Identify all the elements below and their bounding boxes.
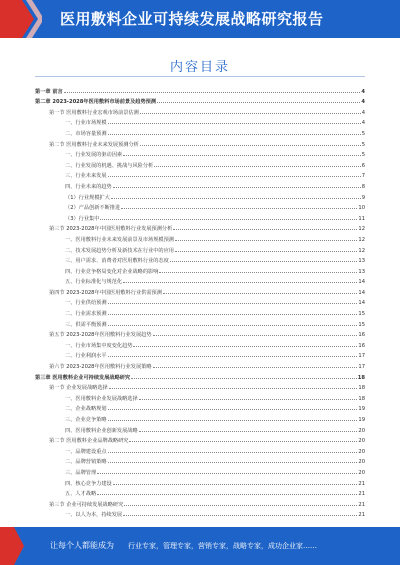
toc-subsection-entry[interactable] bbox=[35, 232, 365, 243]
toc-dot-leader bbox=[170, 261, 358, 262]
toc-subsection-entry[interactable] bbox=[35, 412, 365, 423]
toc-subsection-entry[interactable] bbox=[35, 243, 365, 254]
toc-page-number: 18 bbox=[358, 395, 365, 402]
toc-entry-text: 三、品牌管理 bbox=[65, 469, 97, 476]
toc-entry-text: 四、医用敷料企业创新发展战略 bbox=[65, 427, 138, 434]
toc-page-number: 5 bbox=[361, 141, 365, 148]
toc-entry-text: （3）行业集中 bbox=[65, 215, 100, 222]
toc-dot-leader bbox=[159, 272, 357, 273]
toc-dot-leader bbox=[153, 335, 358, 336]
toc-divider bbox=[35, 76, 365, 77]
toc-dot-leader bbox=[131, 378, 357, 379]
toc-entry-text: 第一节 医用敷料行业宏观市场前景估测 bbox=[49, 109, 139, 116]
toc-page-number: 20 bbox=[358, 448, 365, 455]
toc-subsection-entry[interactable] bbox=[35, 116, 365, 127]
toc-dot-leader bbox=[111, 198, 361, 199]
toc-subsection-entry[interactable] bbox=[35, 487, 365, 498]
toc-dot-leader bbox=[108, 325, 358, 326]
toc-page-number: 9 bbox=[361, 194, 365, 201]
toc-dot-leader bbox=[129, 441, 357, 442]
toc-page-number: 4 bbox=[361, 88, 365, 95]
toc-dot-leader bbox=[123, 155, 361, 156]
toc-dot-leader bbox=[163, 293, 357, 294]
toc-page-number: 19 bbox=[358, 417, 365, 423]
toc-entry-text: （1）行业规模扩大 bbox=[65, 194, 110, 201]
toc-entry-text: 二、品牌营销策略 bbox=[65, 459, 107, 466]
toc-page-number: 10 bbox=[358, 205, 365, 212]
toc-entry-text: 二、技术发展趋势分析及新技术在行业中的应用 bbox=[65, 247, 174, 254]
toc-subsection-entry[interactable] bbox=[35, 338, 365, 349]
toc-subsection-entry[interactable] bbox=[35, 455, 365, 466]
toc-page-number: 17 bbox=[358, 364, 365, 371]
footer-tagline: 行业专家，管理专家，营销专家，战略专家，成功企业家…… bbox=[128, 542, 317, 550]
table-of-contents bbox=[35, 84, 365, 518]
toc-dot-leader bbox=[100, 219, 357, 220]
toc-chapter-entry[interactable] bbox=[35, 84, 365, 95]
toc-page-number: 18 bbox=[358, 385, 365, 392]
toc-entry-text: 三、企业竞争策略 bbox=[65, 417, 107, 423]
toc-dot-leader bbox=[108, 176, 361, 177]
toc-page-number: 14 bbox=[358, 289, 365, 296]
toc-entry-text: 一、行业市场规模 bbox=[65, 120, 107, 127]
toc-page-number: 20 bbox=[358, 438, 365, 445]
toc-page-number: 17 bbox=[358, 353, 365, 360]
toc-entry-text: 第三节 企业可持续发展战略研究 bbox=[49, 501, 124, 508]
toc-page-number: 4 bbox=[361, 120, 365, 127]
toc-entry-text: 第三章 医用敷料企业可持续发展战略研究 bbox=[35, 374, 131, 381]
toc-dot-leader bbox=[124, 505, 357, 506]
toc-page-number: 13 bbox=[358, 268, 365, 275]
toc-section-entry[interactable] bbox=[35, 381, 365, 392]
toc-section-entry[interactable] bbox=[35, 222, 365, 233]
toc-subsection-entry[interactable] bbox=[35, 126, 365, 137]
toc-dot-leader bbox=[108, 409, 358, 410]
toc-dot-leader bbox=[108, 134, 361, 135]
toc-dot-leader bbox=[133, 346, 357, 347]
toc-page-number: 4 bbox=[361, 99, 365, 106]
toc-page-number: 8 bbox=[361, 183, 365, 190]
toc-dot-leader bbox=[113, 484, 358, 485]
toc-entry-text: 三、用户需求、消费者对医用敷料行业的态度 bbox=[65, 258, 169, 265]
toc-dot-leader bbox=[123, 282, 357, 283]
toc-dot-leader bbox=[108, 314, 358, 315]
toc-subsection-entry[interactable] bbox=[35, 444, 365, 455]
toc-entry-text: 第二节 医用敷料企业品牌战略研究 bbox=[49, 438, 129, 445]
toc-entry-text: 一、行业市场集中度变化趋势 bbox=[65, 342, 133, 349]
toc-page-number: 5 bbox=[361, 152, 365, 159]
toc-entry-text: 二、行业需求预测 bbox=[65, 311, 107, 318]
toc-entry-text: 二、行业利润水平 bbox=[65, 353, 107, 360]
toc-section-entry[interactable] bbox=[35, 285, 365, 296]
toc-chapter-entry[interactable] bbox=[35, 370, 365, 381]
report-footer-bar bbox=[0, 527, 400, 565]
toc-page-number: 20 bbox=[358, 469, 365, 476]
toc-page-number: 13 bbox=[358, 258, 365, 265]
toc-subsection-entry[interactable] bbox=[35, 476, 365, 487]
toc-dot-leader bbox=[108, 123, 361, 124]
toc-dot-leader bbox=[108, 356, 358, 357]
toc-dot-leader bbox=[175, 251, 357, 252]
toc-page-number: 21 bbox=[358, 501, 365, 508]
toc-dot-leader bbox=[139, 431, 358, 432]
toc-entry-text: 四、行业未来的趋势 bbox=[65, 183, 112, 190]
toc-section-entry[interactable] bbox=[35, 497, 365, 508]
toc-subsection-entry[interactable] bbox=[35, 254, 365, 265]
toc-entry-text: 第四节 2023-2028年中国医用敷料行业供需预测 bbox=[49, 289, 162, 296]
toc-dot-leader bbox=[108, 303, 358, 304]
toc-dot-leader bbox=[154, 166, 360, 167]
report-header-bar bbox=[0, 0, 400, 38]
toc-subsection-entry[interactable] bbox=[35, 306, 365, 317]
toc-subsection-entry[interactable] bbox=[35, 148, 365, 159]
toc-dot-leader bbox=[97, 494, 357, 495]
toc-dot-leader bbox=[139, 399, 358, 400]
toc-entry-text: 一、行业供给预测 bbox=[65, 300, 107, 307]
toc-entry-text: 二、市场容量预测 bbox=[65, 130, 107, 137]
toc-page-number: 21 bbox=[358, 480, 365, 487]
toc-entry-text: 一、以人为本，持续发展 bbox=[65, 512, 123, 519]
header-chevron-decoration bbox=[0, 0, 42, 38]
toc-subsection-entry[interactable] bbox=[35, 179, 365, 190]
toc-subsection-entry[interactable] bbox=[35, 465, 365, 476]
footer-slogan: 让每个人都能成为 bbox=[50, 541, 114, 550]
toc-page-number: 6 bbox=[361, 162, 365, 169]
toc-entry-text: 三、供需平衡预测 bbox=[65, 321, 107, 328]
toc-page-number: 14 bbox=[358, 300, 365, 307]
toc-page-number: 20 bbox=[358, 427, 365, 434]
toc-dot-leader bbox=[109, 388, 358, 389]
toc-page-number: 14 bbox=[358, 279, 365, 286]
toc-page-number: 16 bbox=[358, 342, 365, 349]
toc-section-entry[interactable] bbox=[35, 137, 365, 148]
toc-dot-leader bbox=[173, 229, 357, 230]
toc-entry-text: 四、核心竞争力建设 bbox=[65, 480, 112, 487]
toc-page-number: 15 bbox=[358, 311, 365, 318]
toc-entry-text: 第一章 前言 bbox=[35, 88, 63, 95]
toc-entry-text: 第六节 2023-2028年医用敷料行业发展策略 bbox=[49, 364, 152, 371]
toc-entry-text: （2）产品创新不断推进 bbox=[65, 205, 121, 212]
toc-subsection-entry[interactable] bbox=[35, 169, 365, 180]
toc-page-number: 11 bbox=[358, 215, 365, 222]
toc-subsection-entry[interactable] bbox=[35, 201, 365, 212]
toc-page-number: 4 bbox=[361, 109, 365, 116]
toc-entry-text: 二、行业发展的机遇、挑战与风险分析 bbox=[65, 162, 154, 169]
toc-page-number: 5 bbox=[361, 130, 365, 137]
toc-dot-leader bbox=[121, 208, 357, 209]
toc-page-number: 21 bbox=[358, 512, 365, 519]
toc-heading: 内容目录 bbox=[169, 60, 230, 75]
toc-subsection-entry[interactable] bbox=[35, 190, 365, 201]
toc-page-number: 12 bbox=[358, 226, 365, 233]
toc-dot-leader bbox=[97, 473, 357, 474]
toc-dot-leader bbox=[140, 145, 361, 146]
toc-page-number: 16 bbox=[358, 332, 365, 339]
toc-entry-text: 第五节 2023-2028年医用敷料行业发展趋势 bbox=[49, 332, 152, 339]
toc-subsection-entry[interactable] bbox=[35, 402, 365, 413]
toc-section-entry[interactable] bbox=[35, 105, 365, 116]
toc-dot-leader bbox=[108, 452, 358, 453]
toc-page-number: 19 bbox=[358, 406, 365, 413]
toc-entry-text: 三、行业未来发展 bbox=[65, 173, 107, 180]
toc-dot-leader bbox=[175, 240, 357, 241]
toc-subsection-entry[interactable] bbox=[35, 349, 365, 360]
toc-dot-leader bbox=[153, 367, 358, 368]
toc-entry-text: 第二节 医用敷料行业未来发展预测分析 bbox=[49, 141, 139, 148]
toc-page-number: 7 bbox=[361, 173, 365, 180]
toc-section-entry[interactable] bbox=[35, 434, 365, 445]
toc-page-number: 12 bbox=[358, 247, 365, 254]
toc-dot-leader bbox=[113, 187, 361, 188]
toc-page-number: 15 bbox=[358, 321, 365, 328]
toc-subsection-entry[interactable] bbox=[35, 296, 365, 307]
toc-entry-text: 第一节 企业发展战略选择 bbox=[49, 385, 108, 392]
toc-subsection-entry[interactable] bbox=[35, 391, 365, 402]
report-title: 医用敷料企业可持续发展战略研究报告 bbox=[60, 10, 324, 28]
toc-chapter-entry[interactable] bbox=[35, 95, 365, 106]
toc-page-number: 20 bbox=[358, 459, 365, 466]
toc-subsection-entry[interactable] bbox=[35, 211, 365, 222]
toc-section-entry[interactable] bbox=[35, 328, 365, 339]
toc-subsection-entry[interactable] bbox=[35, 158, 365, 169]
toc-entry-text: 一、医用敷料行业未来发展前景及市场规模预测 bbox=[65, 236, 174, 243]
toc-dot-leader bbox=[64, 92, 361, 93]
toc-section-entry[interactable] bbox=[35, 359, 365, 370]
toc-entry-text: 一、品牌建设重点 bbox=[65, 448, 107, 455]
toc-entry-text: 一、医用敷料企业发展战略选择 bbox=[65, 395, 138, 402]
toc-subsection-entry[interactable] bbox=[35, 275, 365, 286]
toc-entry-text: 五、行业标准化与规范化 bbox=[65, 279, 123, 286]
toc-dot-leader bbox=[140, 113, 361, 114]
toc-subsection-entry[interactable] bbox=[35, 423, 365, 434]
toc-page-number: 12 bbox=[358, 236, 365, 243]
toc-entry-text: 五、人才战略 bbox=[65, 491, 97, 498]
toc-dot-leader bbox=[108, 420, 358, 421]
toc-page-number: 18 bbox=[357, 374, 365, 381]
toc-dot-leader bbox=[108, 462, 358, 463]
toc-dot-leader bbox=[157, 102, 360, 103]
toc-subsection-entry[interactable] bbox=[35, 508, 365, 519]
toc-page-number: 21 bbox=[358, 491, 365, 498]
toc-entry-text: 第三节 2023-2028年中国医用敷料行业发展预测分析 bbox=[49, 226, 173, 233]
toc-entry-text: 一、行业发展的驱动因素 bbox=[65, 152, 123, 159]
toc-subsection-entry[interactable] bbox=[35, 264, 365, 275]
toc-entry-text: 二、企业战略规划 bbox=[65, 406, 107, 413]
toc-subsection-entry[interactable] bbox=[35, 317, 365, 328]
toc-entry-text: 第二章 2023-2028年医用敷料市场前景及趋势预测 bbox=[35, 99, 157, 106]
toc-dot-leader bbox=[123, 515, 357, 516]
toc-entry-text: 四、行业竞争格局变化对企业战略的影响 bbox=[65, 268, 159, 275]
footer-chevron-decoration bbox=[0, 527, 30, 565]
